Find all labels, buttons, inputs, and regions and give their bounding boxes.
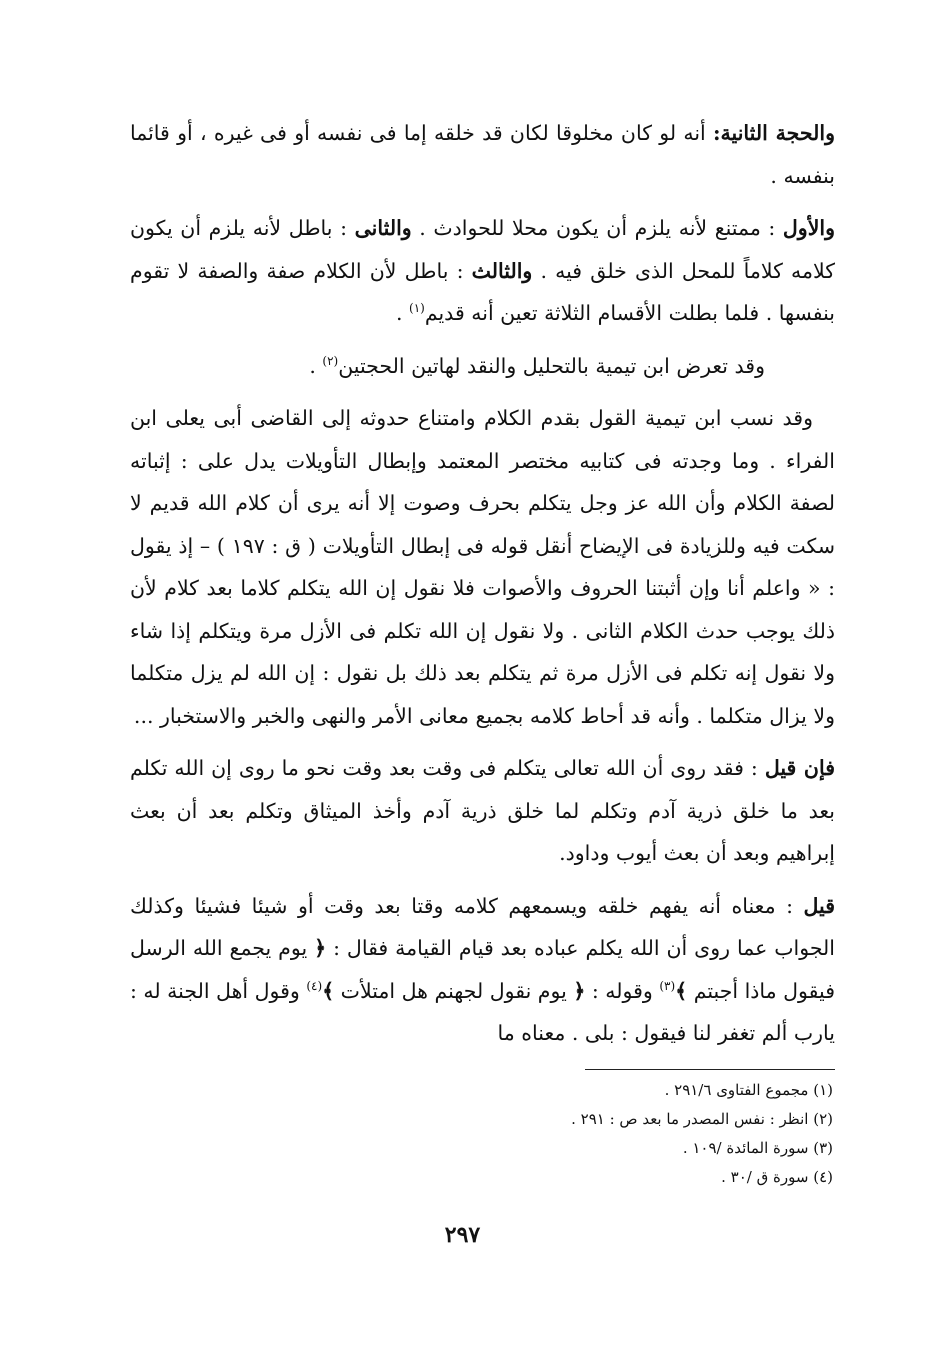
footnote-ref: (٢) <box>322 353 339 368</box>
paragraph-text-mid: وقوله : <box>585 978 660 1003</box>
footnote-item: (٢) انظر : نفس المصدر ما بعد ص : ٢٩١ . <box>571 1110 833 1128</box>
paragraph-text: : معناه أنه يفهم خلقه ويسمعهم كلامه وقتا بعد وقت أو شيئا فشيئا وكذلك الجواب عما روى أن الله يكلم عباده بعد قيام القيامة فقال : <box>130 893 835 960</box>
paragraph-text-second: : باطل لأنه يلزم أن يكون كلامه كلاماً للمحل الذى خلق فيه . <box>130 216 836 283</box>
paragraph-lead: قيل <box>803 893 835 918</box>
paragraph-lead: والأول <box>782 216 835 240</box>
page-number: ٢٩٧ <box>444 1222 481 1248</box>
footnote-item: (٤) سورة ق /٣٠ . <box>721 1168 833 1186</box>
footnote-ref: (١) <box>409 301 425 316</box>
paragraph-three-divisions <box>130 207 835 335</box>
paragraph-lead-second: والثانى <box>354 216 412 240</box>
paragraph-tail: وقول أهل الجنة له : يارب ألم تغفر لنا فيقول : بلى . معناه ما <box>130 978 835 1045</box>
quran-open-bracket: ﴿ <box>573 978 586 1003</box>
quran-quote: يوم يجمع الله الرسل فيقول ماذا أجبتم <box>130 936 836 1003</box>
paragraph-second-argument <box>130 112 835 197</box>
paragraph-lead: فإن قيل <box>764 756 836 780</box>
quran-close-bracket: ﴾ <box>675 978 688 1003</box>
footnote-divider <box>585 1069 835 1070</box>
footnotes <box>130 1076 833 1192</box>
main-text <box>130 112 835 1065</box>
quran-open-bracket: ﴿ <box>314 936 327 960</box>
quran-close-bracket: ﴾ <box>322 978 335 1003</box>
paragraph-text: وقد تعرض ابن تيمية بالتحليل والنقد لهاتين الحجتين <box>338 353 765 378</box>
paragraph-tail: . <box>395 301 409 325</box>
paragraph-text-third: : باطل لأن الكلام صفة والصفة لا تقوم بنفسها . فلما بطلت الأقسام الثلاثة تعين أنه قديم <box>130 258 835 325</box>
footnote-ref: (٣) <box>659 978 676 993</box>
paragraph-ibn-taymiyya-critique <box>130 345 835 388</box>
paragraph-tail: . <box>309 353 323 378</box>
footnote-item: (١) مجموع الفتاوى ٢٩١/٦ . <box>664 1081 833 1099</box>
footnote-item: (٣) سورة المائدة /١٠٩ . <box>682 1139 833 1157</box>
paragraph-text: وقد نسب ابن تيمية القول بقدم الكلام وامتناع حدوثه إلى القاضى أبى يعلى ابن الفراء . وما وجدته فى كتابيه مختصر المعتمد وإبطال التأويلات يدل على : إثباته لصفة الكلام وأن الله عز وجل يتكلم بحرف وصوت إلا أنه يرى أن كلام الله قديم لا سكت فيه وللزيادة فى الإيضاح أنقل قوله فى إبطال التأويلات ( ق : ١٩٧ ) – إذ يقول : « واعلم أنا وإن أثبتنا الحروف والأصوات فلا نقول إن الله يتكلم كلاما بعد كلام لأن ذلك يوجب حدث الكلام الثانى . ولا نقول إن الله تكلم فى الأزل مرة ويتكلم إذا شاء ولا نقول إنه تكلم فى الأزل مرة ثم يتكلم بعد ذلك بل نقول : إن الله لم يزل متكلما ولا يزال متكلما . وأنه قد أحاط كلامه بجميع معانى الأمر والنهى والخبر والاستخبار ... <box>130 406 836 728</box>
footnote-ref: (٤) <box>306 978 323 993</box>
quran-quote: يوم نقول لجهنم هل امتلأت <box>334 978 574 1003</box>
paragraph-abu-yala <box>130 397 835 737</box>
paragraph-reply <box>130 885 835 1055</box>
paragraph-text: : فقد روى أن الله تعالى يتكلم فى وقت بعد وقت نحو ما روى إن الله تكلم بعد ما خلق ذرية آدم وتكلم لما خلق ذرية آدم وأخذ الميثاق وتكلم بعد أن بعث إبراهيم وبعد أن بعث أيوب وداود. <box>130 756 835 865</box>
paragraph-objection <box>130 747 835 875</box>
paragraph-lead-third: والثالث <box>471 258 533 283</box>
paragraph-text: أنه لو كان مخلوقا لكان قد خلقه إما فى نفسه أو فى غيره ، أو قائما بنفسه . <box>130 121 835 188</box>
paragraph-lead: والحجة الثانية: <box>712 121 835 145</box>
paragraph-text: : ممتنع لأنه يلزم أن يكون محلا للحوادث . <box>411 216 783 240</box>
